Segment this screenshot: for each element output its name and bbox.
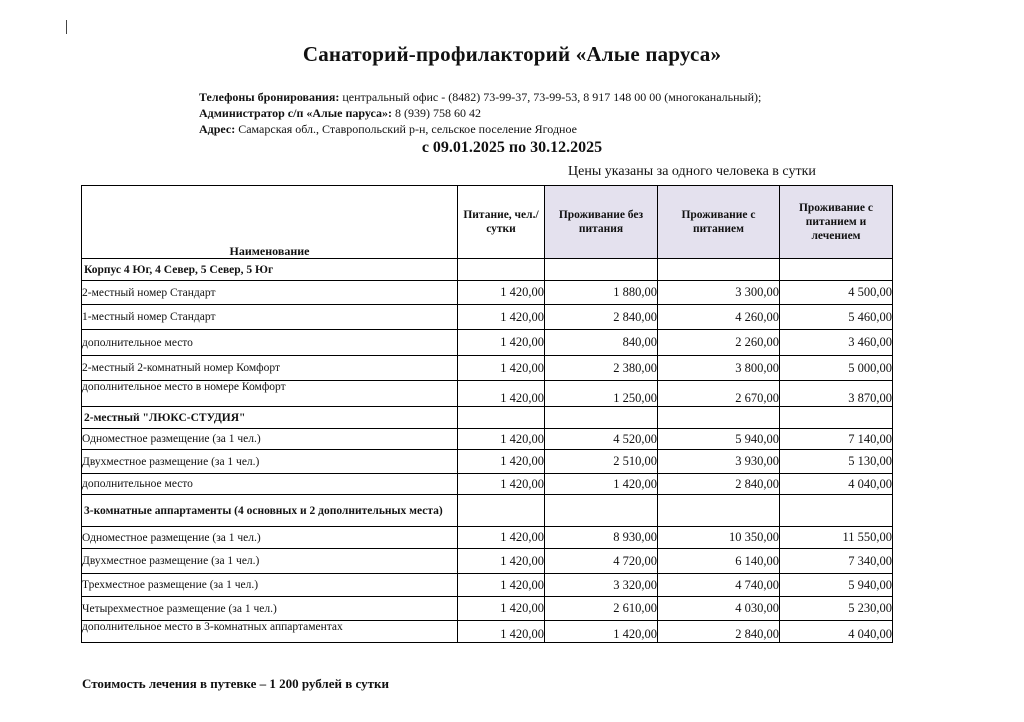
row-name: Четырехместное размещение (за 1 чел.) [82, 597, 458, 621]
address-label: Адрес: [199, 122, 236, 136]
price-no-food: 8 930,00 [545, 527, 658, 549]
section-title: Корпус 4 Юг, 4 Север, 5 Север, 5 Юг [82, 259, 458, 281]
admin-line [199, 105, 761, 121]
admin-label: Администратор с/п «Алые паруса»: [199, 106, 392, 120]
text-cursor [66, 20, 67, 34]
header-no-food: Проживание без питания [545, 186, 658, 259]
price-food-treatment: 5 000,00 [780, 356, 893, 381]
food-price: 1 420,00 [458, 305, 545, 330]
price-food-treatment: 7 140,00 [780, 429, 893, 450]
price-no-food: 2 510,00 [545, 450, 658, 474]
price-with-food: 2 840,00 [658, 474, 780, 495]
header-food-treatment: Проживание с питанием и лечением [780, 186, 893, 259]
price-food-treatment: 3 870,00 [780, 381, 893, 407]
price-with-food: 4 260,00 [658, 305, 780, 330]
row-name: Трехместное размещение (за 1 чел.) [82, 574, 458, 597]
table-row [82, 574, 893, 597]
price-no-food: 840,00 [545, 330, 658, 356]
empty-cell [780, 495, 893, 527]
header-with-food: Проживание с питанием [658, 186, 780, 259]
price-with-food: 6 140,00 [658, 549, 780, 574]
section-row [82, 259, 893, 281]
section-title: 3-комнатные аппартаменты (4 основных и 2 дополнительных места) [82, 495, 458, 527]
row-name: Одноместное размещение (за 1 чел.) [82, 527, 458, 549]
food-price: 1 420,00 [458, 356, 545, 381]
contact-info [199, 89, 761, 137]
phones-label: Телефоны бронирования: [199, 90, 340, 104]
row-name: дополнительное место в 3-комнатных аппартаментах [82, 621, 458, 643]
empty-cell [780, 407, 893, 429]
table-row [82, 549, 893, 574]
row-name: 2-местный номер Стандарт [82, 281, 458, 305]
empty-cell [545, 259, 658, 281]
row-name: дополнительное место [82, 474, 458, 495]
table-row [82, 381, 893, 407]
empty-cell [545, 407, 658, 429]
empty-cell [545, 495, 658, 527]
table-row [82, 597, 893, 621]
table-row [82, 527, 893, 549]
header-food: Питание, чел./сутки [458, 186, 545, 259]
price-with-food: 2 670,00 [658, 381, 780, 407]
food-price: 1 420,00 [458, 330, 545, 356]
table-row [82, 281, 893, 305]
price-food-treatment: 4 500,00 [780, 281, 893, 305]
price-food-treatment: 7 340,00 [780, 549, 893, 574]
section-row [82, 495, 893, 527]
price-note: Цены указаны за одного человека в сутки [568, 164, 816, 179]
table-row [82, 621, 893, 643]
food-price: 1 420,00 [458, 381, 545, 407]
table-row [82, 305, 893, 330]
row-name: Одноместное размещение (за 1 чел.) [82, 429, 458, 450]
price-no-food: 1 420,00 [545, 474, 658, 495]
price-with-food: 3 930,00 [658, 450, 780, 474]
phones-line [199, 89, 761, 105]
price-no-food: 1 420,00 [545, 621, 658, 643]
empty-cell [780, 259, 893, 281]
price-food-treatment: 5 130,00 [780, 450, 893, 474]
section-title: 2-местный "ЛЮКС-СТУДИЯ" [82, 407, 458, 429]
price-no-food: 1 250,00 [545, 381, 658, 407]
price-table [81, 185, 893, 643]
table-header-row [82, 186, 893, 259]
food-price: 1 420,00 [458, 597, 545, 621]
price-no-food: 2 610,00 [545, 597, 658, 621]
empty-cell [658, 407, 780, 429]
price-food-treatment: 5 230,00 [780, 597, 893, 621]
food-price: 1 420,00 [458, 527, 545, 549]
phones-value: центральный офис - (8482) 73-99-37, 73-99-53, 8 917 148 00 00 (многоканальный); [339, 90, 762, 104]
address-line [199, 121, 761, 137]
empty-cell [658, 495, 780, 527]
price-no-food: 4 520,00 [545, 429, 658, 450]
table-row [82, 429, 893, 450]
price-no-food: 2 840,00 [545, 305, 658, 330]
row-name: дополнительное место в номере Комфорт [82, 381, 458, 407]
price-no-food: 3 320,00 [545, 574, 658, 597]
admin-value: 8 (939) 758 60 42 [392, 106, 481, 120]
row-name: 2-местный 2-комнатный номер Комфорт [82, 356, 458, 381]
food-price: 1 420,00 [458, 474, 545, 495]
price-food-treatment: 4 040,00 [780, 474, 893, 495]
empty-cell [458, 259, 545, 281]
price-with-food: 3 800,00 [658, 356, 780, 381]
table-row [82, 356, 893, 381]
price-with-food: 5 940,00 [658, 429, 780, 450]
price-with-food: 2 840,00 [658, 621, 780, 643]
empty-cell [458, 407, 545, 429]
table-row [82, 474, 893, 495]
food-price: 1 420,00 [458, 429, 545, 450]
row-name: Двухместное размещение (за 1 чел.) [82, 549, 458, 574]
price-with-food: 3 300,00 [658, 281, 780, 305]
section-row [82, 407, 893, 429]
price-with-food: 4 740,00 [658, 574, 780, 597]
table-row [82, 330, 893, 356]
row-name: 1-местный номер Стандарт [82, 305, 458, 330]
price-food-treatment: 5 460,00 [780, 305, 893, 330]
row-name: дополнительное место [82, 330, 458, 356]
price-no-food: 2 380,00 [545, 356, 658, 381]
treatment-cost-note: Стоимость лечения в путевке – 1 200 рублей в сутки [82, 676, 389, 691]
food-price: 1 420,00 [458, 574, 545, 597]
price-food-treatment: 4 040,00 [780, 621, 893, 643]
header-name: Наименование [82, 186, 458, 259]
price-food-treatment: 3 460,00 [780, 330, 893, 356]
page-title: Санаторий-профилакторий «Алые паруса» [302, 42, 722, 66]
price-food-treatment: 5 940,00 [780, 574, 893, 597]
price-food-treatment: 11 550,00 [780, 527, 893, 549]
food-price: 1 420,00 [458, 281, 545, 305]
price-no-food: 4 720,00 [545, 549, 658, 574]
address-value: Самарская обл., Ставропольский р-н, сельское поселение Ягодное [235, 122, 577, 136]
empty-cell [458, 495, 545, 527]
price-with-food: 4 030,00 [658, 597, 780, 621]
price-with-food: 10 350,00 [658, 527, 780, 549]
food-price: 1 420,00 [458, 549, 545, 574]
validity-dates: с 09.01.2025 по 30.12.2025 [421, 139, 603, 156]
table-body [82, 259, 893, 643]
price-with-food: 2 260,00 [658, 330, 780, 356]
table-row [82, 450, 893, 474]
food-price: 1 420,00 [458, 450, 545, 474]
empty-cell [658, 259, 780, 281]
price-no-food: 1 880,00 [545, 281, 658, 305]
food-price: 1 420,00 [458, 621, 545, 643]
row-name: Двухместное размещение (за 1 чел.) [82, 450, 458, 474]
